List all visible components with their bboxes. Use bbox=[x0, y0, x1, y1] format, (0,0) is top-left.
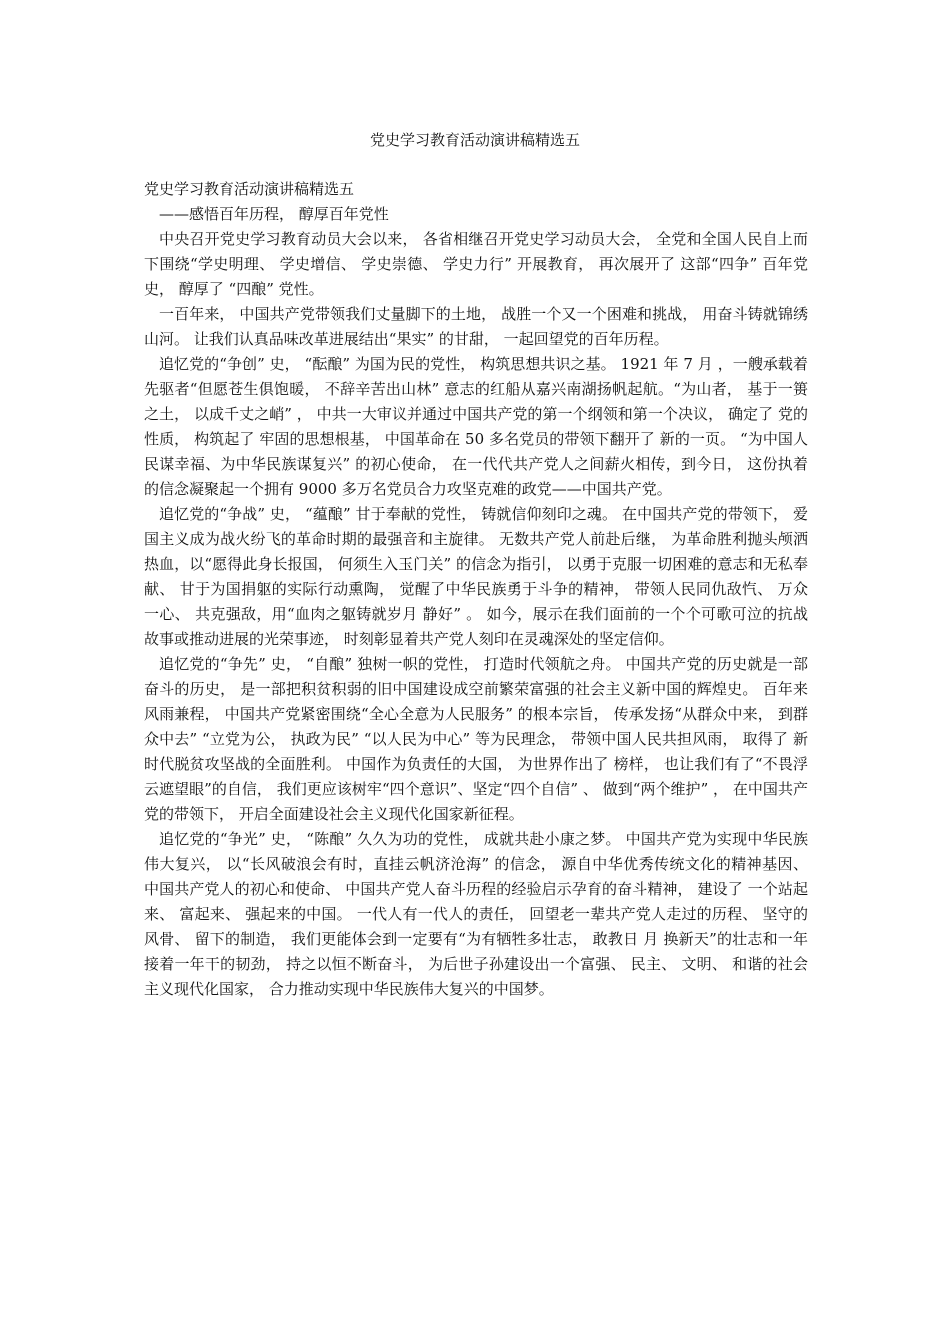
paragraph: 追忆党的“争战” 史， “蕴酿” 甘于奉献的党性， 铸就信仰刻印之魂。 在中国共产党的带领下， 爱国主义成为战火纷飞的革命时期的最强音和主旋律。 无数共产党人前赴后继， 为革命胜利抛头颅洒热血，以“愿得此身长报国， 何须生入玉门关” 的信念为指引， 以勇于克服一切困难的意志和无私奉献、 甘于为国捐躯的实际行动熏陶， 觉醒了中华民族勇于斗争的精神， 带领人民同仇敌忾、 万众一心、 共克强敌，用“血肉之躯铸就岁月 静好” 。 如今，展示在我们面前的一个个可歌可泣的抗战故事或推动进展的光荣事迹， 时刻彰显着共产党人刻印在灵魂深处的坚定信仰。 bbox=[144, 505, 808, 648]
paragraph: 中央召开党史学习教育动员大会以来， 各省相继召开党史学习动员大会， 全党和全国人民自上而下围绕“学史明理、 学史增信、 学史崇德、 学史力行” 开展教育， 再次展开了 这部“四争” 百年党史， 醇厚了 “四酿” 党性。 bbox=[144, 230, 808, 298]
body-heading: 党史学习教育活动演讲稿精选五 bbox=[144, 180, 355, 198]
document-title: 党史学习教育活动演讲稿精选五 bbox=[369, 131, 580, 149]
body-subheading: ——感悟百年历程， 醇厚百年党性 bbox=[159, 205, 389, 223]
paragraph: 追忆党的“争光” 史， “陈酿” 久久为功的党性， 成就共赴小康之梦。 中国共产党为实现中华民族伟大复兴， 以“长风破浪会有时，直挂云帆济沧海” 的信念， 源自中华优秀传统文化的精神基因、 中国共产党人的初心和使命、 中国共产党人奋斗历程的经验启示孕育的奋斗精神， 建设了 一个站起来、 富起来、 强起来的中国。 一代人有一代人的责任， 回望老一辈共产党人走过的历程、 坚守的风骨、 留下的制造， 我们更能体会到一定要有“为有牺牲多壮志， 敢教日 月 换新天”的壮志和一年接着一年干的韧劲， 持之以恒不断奋斗， 为后世子孙建设出一个富强、 民主、 文明、 和谐的社会主义现代化国家， 合力推动实现中华民族伟大复兴的中国梦。 bbox=[144, 830, 808, 998]
document-body bbox=[144, 177, 808, 1002]
paragraph: 一百年来， 中国共产党带领我们丈量脚下的土地， 战胜一个又一个困难和挑战， 用奋斗铸就锦绣山河。 让我们认真品味改革进展结出“果实” 的甘甜， 一起回望党的百年历程。 bbox=[144, 305, 808, 348]
paragraph: 追忆党的“争先” 史， “自酿” 独树一帜的党性， 打造时代领航之舟。 中国共产党的历史就是一部奋斗的历史， 是一部把积贫积弱的旧中国建设成空前繁荣富强的社会主义新中国的辉煌史。 百年来风雨兼程， 中国共产党紧密围绕“全心全意为人民服务” 的根本宗旨， 传承发扬“从群众中来， 到群众中去” “立党为公， 执政为民” “以人民为中心” 等为民理念， 带领中国人民共担风雨， 取得了 新时代脱贫攻坚战的全面胜利。 中国作为负责任的大国， 为世界作出了 榜样， 也让我们有了“不畏浮云遮望眼”的自信， 我们更应该树牢“四个意识”、坚定“四个自信” 、 做到“两个维护” ， 在中国共产党的带领下， 开启全面建设社会主义现代化国家新征程。 bbox=[144, 655, 808, 823]
paragraph: 追忆党的“争创” 史， “酝酿” 为国为民的党性， 构筑思想共识之基。 1921 年 7 月 ，一艘承载着先驱者“但愿苍生俱饱暖， 不辞辛苦出山林” 意志的红船从嘉兴南湖扬帆起航。“为山者， 基于一篑之土， 以成千丈之峭” ， 中共一大审议并通过中国共产党的第一个纲领和第一个决议， 确定了 党的性质， 构筑起了 牢固的思想根基， 中国革命在 50 多名党员的带领下翻开了 新的一页。 “为中国人民谋幸福、为中华民族谋复兴” 的初心使命， 在一代代共产党人之间薪火相传，到今日， 这份执着的信念凝聚起一个拥有 9000 多万名党员合力攻坚克难的政党——中国共产党。 bbox=[144, 355, 808, 498]
